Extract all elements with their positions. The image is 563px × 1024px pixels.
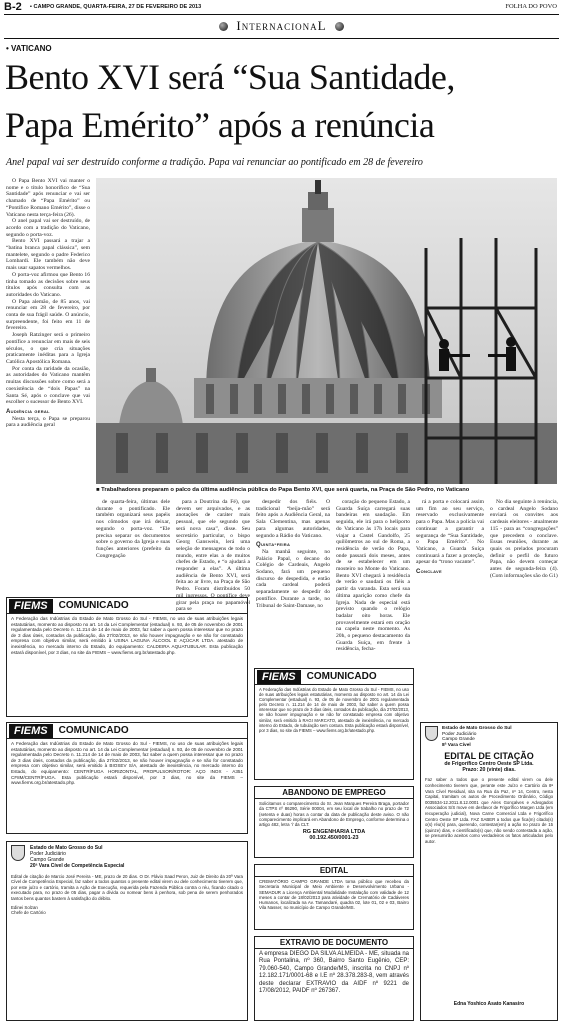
citacao-prazo: Prazo: 20 (vinte) dias. bbox=[462, 767, 516, 774]
paragraph: No dia seguinte à renúncia, o cardeal Angelo Sodano enviará os convites aos cardeais eleitores - atualmente 115 - para as “congregações” que precedem o conclave. Essas reuniões, durante as quais os prelados procuram definir o perfil do futuro Papa, não devem começar antes de segunda-feira (4). (Com informações são do G1) bbox=[490, 499, 558, 579]
section-rule bbox=[4, 38, 559, 39]
paragraph: O Papa alemão, de 85 anos, vai renunciar em 28 de fevereiro, por conta de sua frágil saúde. O anúncio, surpreendente, foi feito em 11 de fevereiro. bbox=[6, 298, 90, 332]
fiems-ad-1 bbox=[6, 597, 248, 717]
court-city: Campo Grande bbox=[30, 857, 65, 863]
article-column-1 bbox=[6, 178, 90, 572]
fiems-ad-header bbox=[7, 723, 247, 739]
court-edital-signature bbox=[7, 903, 247, 918]
paragraph: Joseph Ratzinger será o primeiro pontífice a renunciar em mais de seis séculos, o que cria situações praticamente inéditas para a Igreja Católica Apostólica Romana. bbox=[6, 332, 90, 365]
court-name: Poder Judiciário bbox=[442, 731, 477, 737]
bullet-icon bbox=[219, 22, 228, 31]
ad-title: EDITAL bbox=[255, 865, 413, 877]
deck: Anel papal vai ser destruído conforme a tradição. Papa vai renunciar ao pontificado em 28 de fevereiro bbox=[6, 157, 423, 168]
edital-ad bbox=[254, 864, 414, 930]
paragraph: Na manhã seguinte, no Palácio Papal, o decano do Colégio de Cardeais, Angelo Sodano, fará um pequeno discurso de despedida, e então cada cardeal poderá separadamente se despedir do pontífice. Durante a tarde, no Tribunal de Saint-Damase, no bbox=[256, 548, 330, 609]
abandono-emprego-ad bbox=[254, 786, 414, 858]
bullet-icon bbox=[335, 22, 344, 31]
fiems-ad-3 bbox=[254, 668, 414, 780]
kicker: • VATICANO bbox=[6, 44, 52, 53]
citacao-subtitle: de Frigorífico Centro Oeste SP Ltda. bbox=[444, 761, 534, 768]
paragraph: O porta-voz afirmou que Bento 16 tinha tomado as decisões sobre seus títulos após consulta com as autoridades do Vaticano. bbox=[6, 271, 90, 298]
vatican-photo bbox=[96, 178, 557, 484]
photo-caption: ■ Trabalhadores preparam o palco da última audiência pública do Papa Bento XVI, que será quarta, na Praça de São Pedro, no Vaticano bbox=[96, 487, 470, 493]
page-number: B-2 bbox=[4, 1, 22, 13]
paragraph: O anel papal vai ser destruído, de acordo com a tradição do Vaticano, segundo o porta-voz. bbox=[6, 218, 90, 238]
ad-body: CREMATÓRIO CAMPO GRANDE LTDA torna público que recebeu da Secretaria Municipal de Meio Ambiente e Desenvolvimento Urbano - SEMADUR a Licença Ambiental Modalidade Instalação com validade de 12 meses a contar de 18/02/2013 para atividade de Crematório de Cadáveres Humanos, localizada na Av. Tamandaré, quadra 02, lote 01, 02 e 03, Bairro Vila Nasser, no município de Campo Grande/MS. bbox=[259, 879, 409, 911]
paragraph: Bento XVI passará a trajar a “batina branca papal clássica”, sem mantelete, segundo o padre Federico Lombardi. Ele também não deve mais usar sapatos vermelhos. bbox=[6, 238, 90, 272]
article-column-6 bbox=[416, 499, 558, 699]
dateline-text: CAMPO GRANDE, QUARTA-FEIRA, 27 DE FEVEREIRO DE 2013 bbox=[33, 4, 202, 10]
ad-body: A Federação das Indústrias do Estado de Mato Grosso do Sul - FIEMS, no uso de suas atribuições legais estatutárias, momento ao disposto no art. 14 da Lei Complementar (estadual) n. 93, de 05 de novembro de 2001 regulamentada pelo Decreto n. 11.214 de 14 de maio de 2003, faz saber a quem possa interessar que no prazo de 3 dias úteis, contados da publicação, dia 27/02/2013, se não houver impugnação e se não for constatado empresa com objetivo similar, será emitido à RAGI MARCATO, atestado de inexistência, no mercado interno do Estado, de tubulação sem costura. Esta publicação estará disponível, por 3 dias, no site da FIEMS – www.fiems.org.br/atestado.php. bbox=[259, 687, 409, 733]
ad-body: A Federação das Indústrias do Estado de Mato Grosso do Sul - FIEMS, no uso de suas atribuições legais estatutárias, momento ao disposto no art. 14 da Lei Complementar (estadual) n. 93, de 05 de novembro de 2001 regulamentada pelo Decreto n. 11.214 de 14 de maio de 2003, faz saber a quem possa interessar que no prazo de 3 dias úteis, contados da publicação, dia 27/02/2013, se não houver impugnação e se não for constatado empresa com objetivo similar, será emitido à USINA LAGUNA ÁLCOOL E AÇÚCAR LTDA. atestado de inexistência, no mercado interno do Estado, do equipamento: CALDEIRA AQUATUBULAR. Esta publicação estará disponível, por 3 dias, no site da FIEMS – www.fiems.org.br/atestado.php. bbox=[11, 616, 243, 655]
fiems-logo: FIEMS bbox=[9, 599, 53, 613]
section-banner bbox=[150, 18, 413, 34]
article-column-2 bbox=[96, 499, 170, 591]
citacao-body: Faz saber a todos que o presente edital virem ou dele conhecimento tiverem que, perante este Juízo e Cartório da 8ª Vara Cível Residual, sita na Rua da Paz, nº 14, Centro, nesta Capital, tramitam os autos de Procedimento Ordinário, Código 0035534-12.2011.8.12.0001 que Aires Gonçalves e Advogados Associados S/S move em desfavor de Frigorífico Margen Ltda (em recuperação judicial), Nova Carne Comercial Ltda e Frigorífico Centro Oeste SP Ltda. FAZ SABER a todos que fica(m) citado(s) o(s) réu(s) para, querendo, contestar(em) a ação no prazo de 15 (quinze) dias, e cientificado(s) que, não sendo contestada a ação, se presumirão aceitos como verdadeiros os fatos articulados pelo autor. bbox=[425, 777, 553, 844]
court-edital-left bbox=[6, 841, 248, 1021]
extravio-ad bbox=[254, 936, 414, 1021]
ad-title: COMUNICADO bbox=[58, 725, 129, 736]
court-vara: 20ª Vara Cível de Competência Especial bbox=[30, 863, 125, 869]
paragraph: Por conta da raridade da ocasião, as autoridades do Vaticano mantêm muitas discussões sobre como será a coexistência de “dois Papas” na Santa Sé, após o conclave que vai escolher o sucessor de Bento XVI. bbox=[6, 365, 90, 406]
court-info bbox=[442, 726, 512, 748]
court-vara: 8ª Vara Cível bbox=[442, 742, 471, 748]
company-name: RG ENGENHARIA LTDA bbox=[302, 829, 366, 836]
article-column-4 bbox=[256, 499, 330, 661]
citacao-signature: Edna Yoshico Asato Kanasiro bbox=[453, 1001, 525, 1008]
headline-line-2: Papa Emérito” após a renúncia bbox=[5, 105, 435, 145]
ad-body: A Federação das Indústrias do Estado de Mato Grosso do Sul - FIEMS, no uso de suas atribuições legais estatutárias, momento ao disposto no art. 14 da Lei Complementar (estadual) n. 93, de 05 de novembro de 2001 regulamentada pelo Decreto n. 11.214 de 14 de maio de 2003, faz saber a quem possa interessar que no prazo de 3 dias úteis, contados da publicação, dia 27/02/2013, se não houver impugnação e se não for constatado empresa com objetivo similar, será emitido à BIOSEV S/A, atestado de inexistência, no mercado interno do Estado, do equipamento: CENTRÍFUGA HORIZONTAL, PROPULSOR/ROTOR: AÇO INOX - A351 CF8M/CENTRÍFUGA. Esta publicação estará disponível, por 3 dias, no site da FIEMS – www.fiems.org.br/atestado.php. bbox=[11, 741, 243, 786]
ad-title: COMUNICADO bbox=[306, 671, 377, 682]
signature-role: Chefe de Cartório bbox=[11, 910, 46, 916]
photo-caption-text: Trabalhadores preparam o palco da última audiência pública do Papa Bento XVI, que será quarta, na Praça de São Pedro, no Vaticano bbox=[101, 487, 470, 493]
section-title: InternacionaL bbox=[236, 18, 327, 33]
state-name: Estado de Mato Grosso do Sul bbox=[442, 726, 512, 731]
st-peters-dome-illustration bbox=[96, 178, 557, 484]
company-cnpj: 00.192.450/0001-23 bbox=[309, 835, 359, 842]
fiems-ad-header bbox=[255, 669, 413, 685]
citacao-title: EDITAL DE CITAÇÃO bbox=[444, 751, 534, 762]
paragraph: de quarta-feira, últimas dele durante o pontificado. Ele também organizará seus papéis nos cômodos que irá deixar, segundo o porta-voz. “Ele precisa separar os documentos sobre o governo da Igreja e suas funções anteriores (prefeito da Congregação bbox=[96, 499, 170, 559]
header-rule bbox=[4, 14, 559, 15]
ad-title: ABANDONO DE EMPREGO bbox=[255, 787, 413, 799]
coat-of-arms-icon bbox=[11, 845, 25, 861]
court-header bbox=[7, 842, 247, 872]
state-name: Estado de Mato Grosso do Sul bbox=[30, 845, 103, 851]
court-name: Poder Judiciário bbox=[30, 851, 66, 857]
paragraph: despedir dos fiéis. O tradicional “beija-mão” será feito após a Audiência Geral, na Sala Clementina, mas apenas para algumas autoridades, segundo a Rádio do Vaticano. bbox=[256, 499, 330, 539]
paragraph: rá a porta e colocará assim um fim ao seu serviço, reservado exclusivamente para o Papa. Mas a polícia vai continuar a garantir a segurança de “Sua Santidade, o Papa Emérito”. No Vaticano, a Guarda Suíça continuará a fazer a proteção, apesar do “trono vacante”. bbox=[416, 499, 484, 566]
fiems-ad-header bbox=[7, 598, 247, 614]
subhead-audiencia: Audiência geral bbox=[6, 408, 50, 415]
headline-line-1: Bento XVI será “Sua Santidade, bbox=[5, 57, 455, 97]
coat-of-arms-icon bbox=[425, 726, 438, 741]
court-city: Campo Grande bbox=[442, 737, 475, 743]
paragraph: O Papa Bento XVI vai manter o nome e o título honorífico de “Sua Santidade” após renunciar e vai ser chamado de “Papa Emérito” ou “Pontífice Romano Emérito”, disse o Vaticano nesta terça-feira (26). bbox=[6, 178, 90, 218]
newspaper-name: FOLHA DO POVO bbox=[505, 3, 557, 10]
paragraph: para a Doutrina da Fé), que devem ser arquivados, e as anotações de caráter mais pessoal, que ele segundo que será nova casa”, disse. Seu secretário particular, o bispo Georg Ganswein, lerá uma seleção de mensagens de todo o mundo, entre elas a de muitos chefes de Estado, e “o ajudará a responder a elas”. A última audiência de Bento XVI, será feita ao ar livre, na Praça de São Pedro. Foram distribuídos 50 mil ingressos. O pontífice deve girar pela praça no papamóvel para se bbox=[176, 499, 250, 613]
fiems-ad-2 bbox=[6, 722, 248, 834]
paragraph: coração do pequeno Estado, a Guarda Suíça carregará suas bandeiras em saudação. Em seguida, ele irá para o heliporto do Vaticano às 17h locais para viajar a Castel Gandolfo, 25 quilômetros ao sul de Roma, a residência de verão do Papa, onde passará dois meses, antes de se estabelecer em um mosteiro no Monte do Vaticano. Bento XVI chegará à residência de verão e saudará os fiéis a partir da varanda. Esta será sua última aparição como chefe da Igreja. Nada de especial está previsto quando o relógio badalar oito horas. Ele provavelmente estará em oração na capela neste momento. As 20h, o pequeno destacamento da Guarda Suíça, em frente à residência, fecha- bbox=[336, 499, 410, 653]
ad-body: Solicitamos o comparecimento do Sr. Jean Marques Pereira Braga, portador da CTPS nº 86290, Série 00004, em seu local de trabalho no prazo de 72 (setenta e duas) horas a contar da data de publicação deste aviso. O não comparecimento implicará em Abandono de Emprego, conforme determina o artigo 482, letra ‘i’ da CLT. bbox=[259, 801, 409, 828]
fiems-logo: FIEMS bbox=[9, 724, 53, 738]
edital-citacao-ad bbox=[420, 722, 558, 1021]
fiems-logo: FIEMS bbox=[257, 670, 301, 684]
signature-name: Edinei Solzan bbox=[11, 905, 38, 911]
kicker-text: VATICANO bbox=[11, 44, 52, 53]
ad-title: EXTRAVIO DE DOCUMENTO bbox=[255, 937, 413, 949]
paragraph: Nesta terça, o Papa se preparou para a audiência geral bbox=[6, 415, 90, 429]
ad-body: A empresa DIEGO DA SILVA ALMEIDA - ME, situada na Rua Pontalina, nº 360, Bairro Santo Eugênio, CEP: 79.060-540, Campo Grande/MS, inscrita no CNPJ nº 12.182.171/0001-68 e I.E nº 28.378.283-8, vem através deste declarar EXTRAVIO da AIDF nº 9221 de 17/08/2012, PAIDF nº 267367. bbox=[259, 951, 409, 995]
court-header bbox=[421, 723, 557, 751]
court-info bbox=[30, 845, 124, 869]
dateline: ▪ CAMPO GRANDE, QUARTA-FEIRA, 27 DE FEVEREIRO DE 2013 bbox=[30, 4, 202, 10]
court-edital-body: Edital de citação de Marcio José Pereira - ME, prazo de 20 dias. O Dr. Flávio Saad Peron, Juiz de Direito da 20ª Vara Cível de Competência Especial, faz saber a todos quantos o presente edital virem ou dele conhecimento tiverem que, por este juízo e cartório, tramita a Ação de Execução, requerida pela Fazenda Pública contra o réu, ficando citado o executado para, no prazo de 05 dias, pagar a dívida ou nomear bens à penhora, sob pena de serem penhorados tantos bens quantos bastem à satisfação do débito. bbox=[11, 874, 243, 901]
subhead-conclave: Conclave bbox=[416, 569, 442, 576]
ad-title: COMUNICADO bbox=[58, 600, 129, 611]
subhead-quinta: Quinta-feira bbox=[256, 542, 291, 549]
article-column-3 bbox=[176, 499, 250, 613]
